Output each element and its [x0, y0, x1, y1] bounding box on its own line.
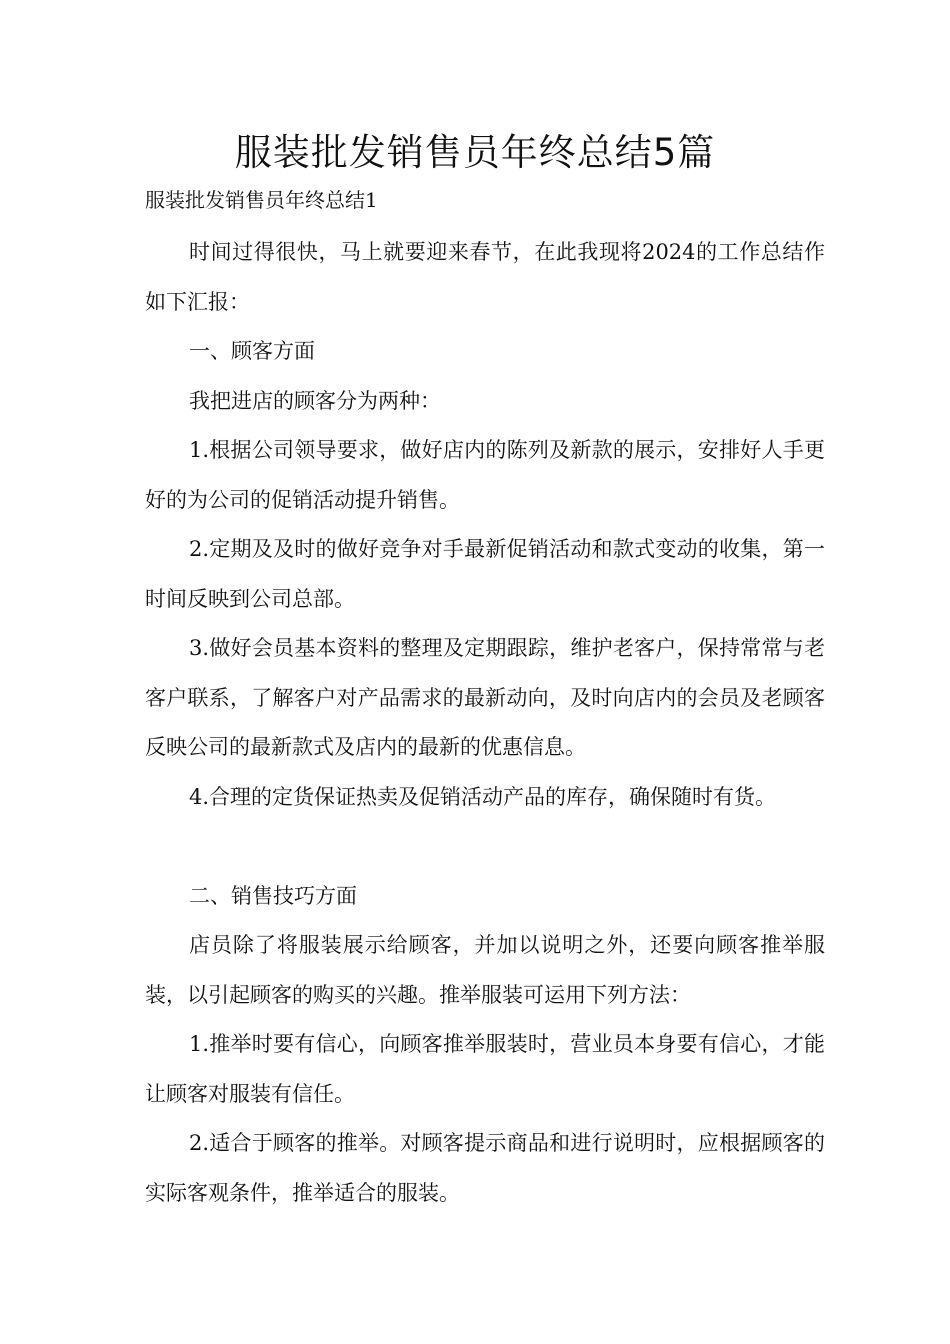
document-body: [145, 228, 825, 1218]
list-item-3: 3.做好会员基本资料的整理及定期跟踪，维护老客户，保持常常与老客户联系，了解客户对产品需求的最新动向，及时向店内的会员及老顾客反映公司的最新款式及店内的最新的优惠信息。: [145, 636, 825, 759]
list-item-1: 1.根据公司领导要求，做好店内的陈列及新款的展示，安排好人手更好的为公司的促销活动提升销售。: [145, 438, 825, 512]
paragraph-customer-types: 我把进店的顾客分为两种：: [189, 388, 441, 413]
section-spacer: [145, 822, 825, 872]
document-title: 服装批发销售员年终总结5篇: [234, 131, 716, 174]
sales-list-item-2: 2.适合于顾客的推举。对顾客提示商品和进行说明时，应根据顾客的实际客观条件，推举适合的服装。: [145, 1131, 825, 1205]
sales-list-item-1: 1.推举时要有信心，向顾客推举服装时，营业员本身要有信心，才能让顾客对服装有信任。: [145, 1032, 825, 1106]
list-item-2: 2.定期及及时的做好竞争对手最新促销活动和款式变动的收集，第一时间反映到公司总部。: [145, 537, 825, 611]
section-heading-customers: 一、顾客方面: [189, 339, 315, 363]
paragraph-sales-intro: 店员除了将服装展示给顾客，并加以说明之外，还要向顾客推举服装，以引起顾客的购买的兴趣。推举服装可运用下列方法：: [145, 933, 825, 1007]
list-item-4: 4.合理的定货保证热卖及促销活动产品的库存，确保随时有货。: [189, 784, 777, 809]
paragraph-intro: 时间过得很快，马上就要迎来春节，在此我现将2024的工作总结作如下汇报：: [145, 240, 825, 314]
section-heading-sales-skills: 二、销售技巧方面: [189, 883, 357, 908]
document-subtitle: 服装批发销售员年终总结1: [145, 188, 378, 212]
